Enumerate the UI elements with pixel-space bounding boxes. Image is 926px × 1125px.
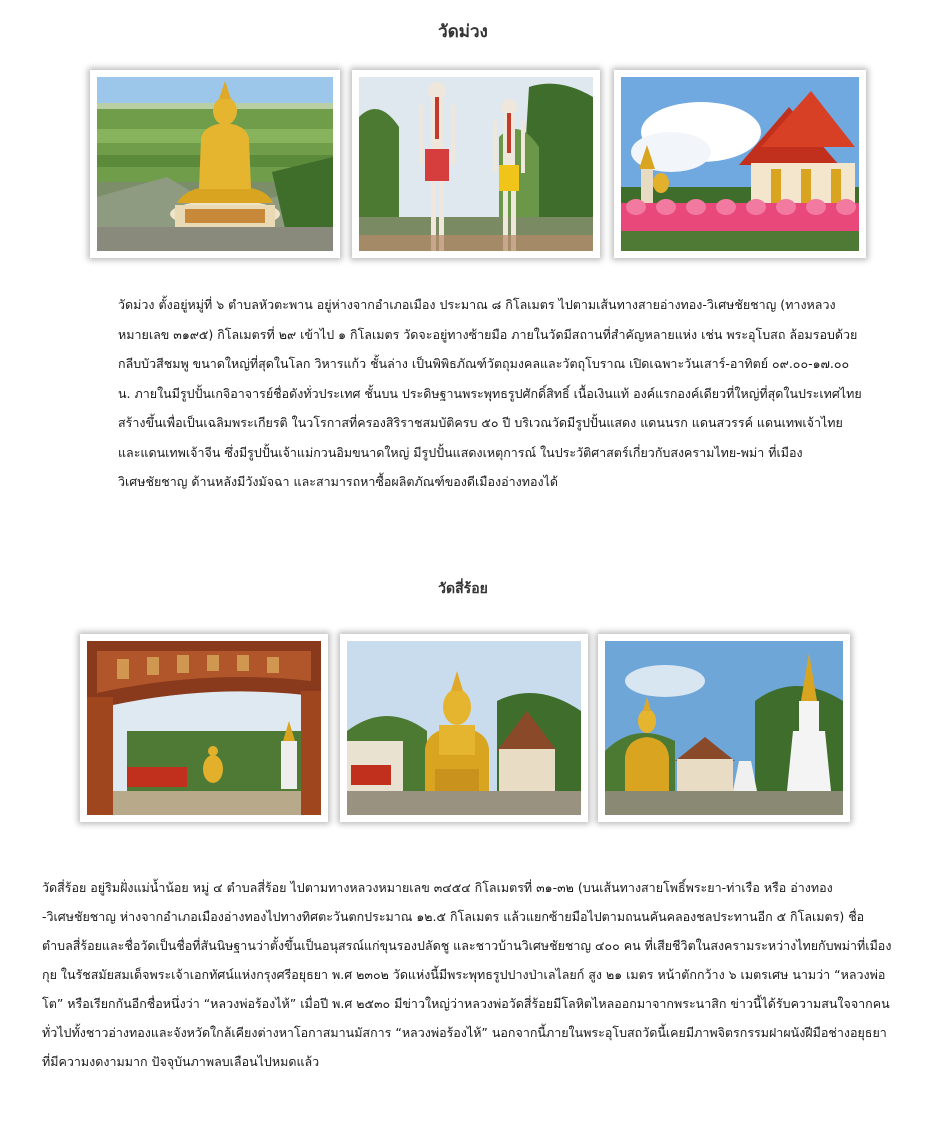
photo-carved-gate [80, 634, 328, 822]
wat-muang-description: วัดม่วง ตั้งอยู่หมู่ที่ ๖ ตำบลหัวตะพาน อยู่ห่างจากอำเภอเมือง ประมาณ ๘ กิโลเมตร ไปตามเส้นทางสายอ่างทอง-วิเศษชัยชาญ (ทางหลวงหมายเลข ๓๑๙๕) กิโลเมตรที่ ๒๙ เข้าไป ๑ กิโลเมตร วัดจะอยู่ทางซ้ายมือ ภายในวัดมีสถานที่สำคัญหลายแห่ง เช่น พระอุโบสถ ล้อมรอบด้วยกลีบบัวสีชมพู ขนาดใหญ่ที่สุดในโลก วิหารแก้ว ชั้นล่าง เป็นพิพิธภัณฑ์วัตถุมงคลและวัตถุโบราณ เปิดเฉพาะวันเสาร์-อาทิตย์ ๐๙.๐๐-๑๗.๐๐ น. ภายในมีรูปปั้นเกจิอาจารย์ชื่อดังทั่วประเทศ ชั้นบน ประดิษฐานพระพุทธรูปศักดิ์สิทธิ์ เนื้อเงินแท้ องค์แรกองค์เดียวที่ใหญ่ที่สุดในประเทศไทย สร้างขึ้นเพื่อเป็นเฉลิมพระเกียรติ ในวโรกาสที่ครองสิริราชสมบัติครบ ๕๐ ปี บริเวณวัดมีรูปปั้นแสดง แดนนรก แดนสวรรค์ แดนเทพเจ้าไทย และแดนเทพเจ้าจีน ซึ่งมีรูปปั้นเจ้าแม่กวนอิมขนาดใหญ่ มีรูปปั้นแสดงเหตุการณ์ ในประวัติศาสตร์เกี่ยวกับสงครามไทย-พม่า ที่เมืองวิเศษชัยชาญ ด้านหลังมีวังมัจฉา และสามารถหาซื้อผลิตภัณฑ์ของดีเมืองอ่างทองได้ [118, 297, 862, 489]
photo-lotus-ubosot [614, 70, 866, 258]
wat-si-roi-description: วัดสี่ร้อย อยู่ริมฝั่งแม่น้ำน้อย หมู่ ๔ ตำบลสี่ร้อย ไปตามทางหลวงหมายเลข ๓๔๕๔ กิโลเมตรที่ ๓๑-๓๒ (บนเส้นทางสายโพธิ์พระยา-ท่าเรือ หรือ อ่างทอง -วิเศษชัยชาญ ห่างจากอำเภอเมืองอ่างทองไปทางทิศตะวันตกประมาณ ๑๒.๕ กิโลเมตร แล้วแยกซ้ายมือไปตามถนนคันคลองชลประทานอีก ๕ กิโลเมตร) ชื่อตำบลสี่ร้อยและชื่อวัดเป็นชื่อที่สันนิษฐานว่าตั้งขึ้นเป็นอนุสรณ์แก่ขุนรองปลัดชู และชาวบ้านวิเศษชัยชาญ ๔๐๐ คน ที่เสียชีวิตในสงครามระหว่างไทยกับพม่าที่เมืองกุย ในรัชสมัยสมเด็จพระเจ้าเอกทัศน์แห่งกรุงศรีอยุธยา พ.ศ ๒๓๐๒ วัดแห่งนี้มีพระพุทธรูปปางป่าเลไลยก์ สูง ๒๑ เมตร หน้าตักกว้าง ๖ เมตรเศษ นามว่า “หลวงพ่อโต” หรือเรียกกันอีกชื่อหนึ่งว่า “หลวงพ่อร้องไห้” เมื่อปี พ.ศ ๒๕๓๐ มีข่าวใหญ่ว่าหลวงพ่อวัดสี่ร้อยมีโลหิตไหลออกมาจากพระนาสิก ข่าวนี้ได้รับความสนใจจากคนทั่วไปทั้งชาวอ่างทองและจังหวัดใกล้เคียงต่างหาโอกาสมานมัสการ “หลวงพ่อร้องไห้” นอกจากนี้ภายในพระอุโบสถวัดนี้เคยมีภาพจิตรกรรมฝาผนังฝีมือช่างอยุธยา ที่มีความงดงามมาก ปัจจุบันภาพลบเลือนไปหมดแล้ว [42, 880, 892, 1069]
section-title-wat-muang: วัดม่วง [438, 22, 488, 42]
photo-luang-pho-to [340, 634, 588, 822]
photo-golden-buddha-aerial [90, 70, 340, 258]
photo-white-chedi [598, 634, 850, 822]
photo-hell-statues [352, 70, 600, 258]
section-title-wat-si-roi: วัดสี่ร้อย [438, 581, 488, 597]
